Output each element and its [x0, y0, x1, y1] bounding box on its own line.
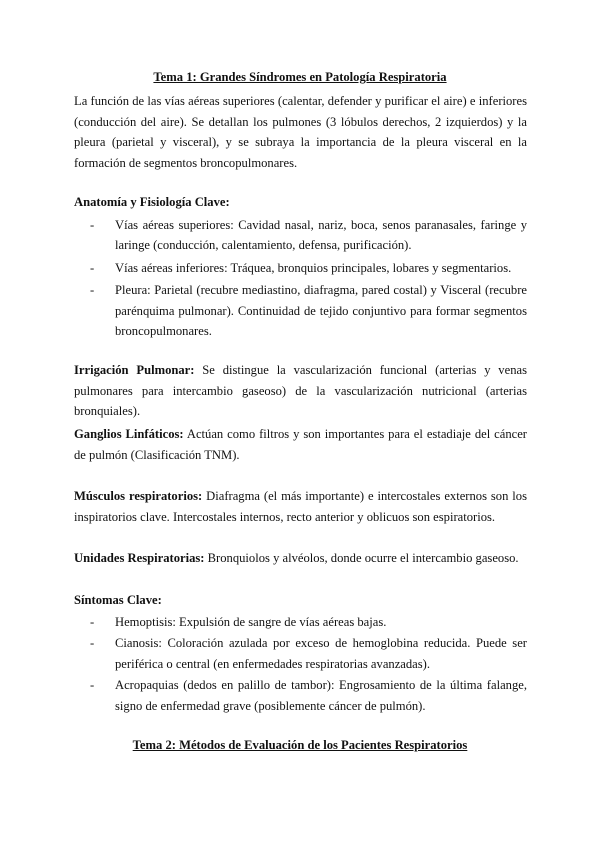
- musculos-label: Músculos respiratorios:: [74, 489, 203, 503]
- dash-bullet: -: [90, 678, 95, 692]
- musculos-text: Diafragma (el más importante) e intercostales externos son los inspiratorios clave. Intercostales internos, recto anterior y oblicuos son espiratorios.: [74, 489, 527, 524]
- tema2-title: Tema 2: Métodos de Evaluación de los Pacientes Respiratorios: [132, 738, 468, 752]
- unidades-text: Bronquiolos y alvéolos, donde ocurre el intercambio gaseoso.: [204, 551, 519, 565]
- list-item: [74, 612, 527, 633]
- list-item: [74, 215, 527, 256]
- anatomia-heading: Anatomía y Fisiología Clave:: [74, 195, 230, 209]
- tema1-intro: La función de las vías aéreas superiores (calentar, defender y purificar el aire) e inferiores (conducción del aire). Se detallan los pulmones (3 lóbulos derechos, 2 izquierdos) y la pleura (parietal y visceral), y se subraya la importancia de la pleura visceral en la formación de segmentos broncopulmonares.: [74, 94, 527, 170]
- list-item: [74, 258, 527, 279]
- sintomas-list: [74, 612, 527, 717]
- list-item-text: Hemoptisis: Expulsión de sangre de vías aéreas bajas.: [115, 614, 387, 629]
- list-item-text: Pleura: Parietal (recubre mediastino, diafragma, pared costal) y Visceral (recubre parénquima pulmonar). Continuidad de tejido conjuntivo para formar segmentos broncopulmonares.: [115, 283, 527, 338]
- list-item-text: Cianosis: Coloración azulada por exceso de hemoglobina reducida. Puede ser periférica o central (en enfermedades respiratorias avanzadas).: [115, 636, 527, 671]
- anatomia-list: [74, 215, 527, 342]
- anatomia-section: [74, 192, 527, 342]
- ganglios-text: Actúan como filtros y son importantes para el estadiaje del cáncer de pulmón (Clasificación TNM).: [74, 427, 527, 462]
- list-item: [74, 675, 527, 716]
- irrigacion-label: Irrigación Pulmonar:: [74, 363, 195, 377]
- unidades-paragraph: [74, 548, 527, 569]
- dash-bullet: -: [90, 614, 95, 629]
- irrigacion-text: Se distingue la vascularización funcional (arterias y venas pulmonares para intercambio gaseoso) de la vascularización nutricional (arterias bronquiales).: [74, 363, 527, 418]
- dash-bullet: -: [90, 636, 95, 650]
- list-item: [74, 633, 527, 674]
- ganglios-paragraph: [74, 424, 527, 465]
- unidades-label: Unidades Respiratorias:: [74, 551, 205, 565]
- irrigacion-paragraph: [74, 360, 527, 422]
- list-item: [74, 280, 527, 342]
- dash-bullet: -: [90, 217, 95, 232]
- list-item-text: Vías aéreas inferiores: Tráquea, bronquios principales, lobares y segmentarios.: [115, 260, 512, 275]
- sintomas-heading: Síntomas Clave:: [74, 593, 162, 607]
- ganglios-label: Ganglios Linfáticos:: [74, 427, 184, 441]
- list-item-text: Acropaquias (dedos en palillo de tambor): Engrosamiento de la última falange, signo de enfermedad grave (posiblemente cáncer de pulmón).: [115, 678, 527, 713]
- tema1-title: Tema 1: Grandes Síndromes en Patología Respiratoria: [153, 70, 447, 84]
- dash-bullet: -: [90, 260, 95, 275]
- musculos-paragraph: [74, 486, 527, 527]
- dash-bullet: -: [90, 283, 95, 297]
- sintomas-section: [74, 590, 527, 716]
- list-item-text: Vías aéreas superiores: Cavidad nasal, nariz, boca, senos paranasales, faringe y laringe (conducción, calentamiento, defensa, purificación).: [115, 217, 527, 252]
